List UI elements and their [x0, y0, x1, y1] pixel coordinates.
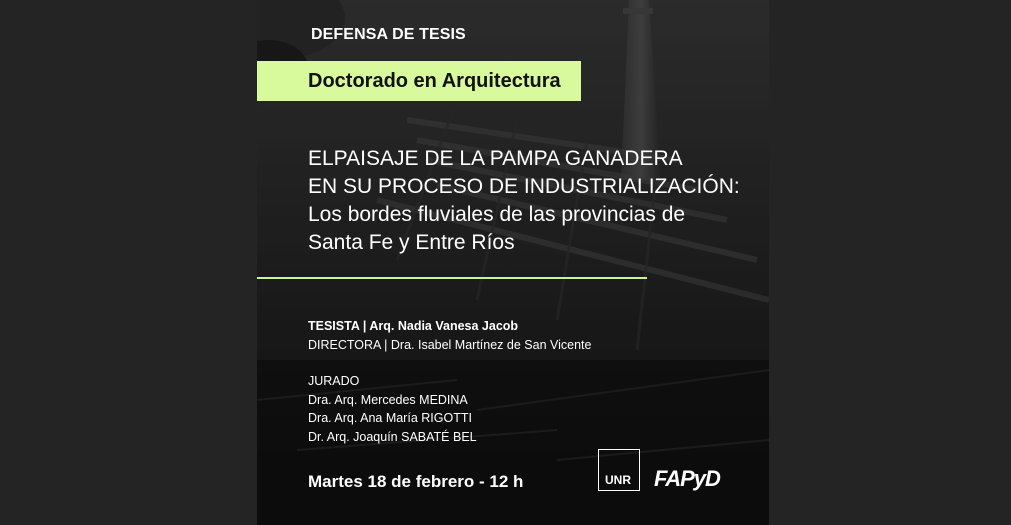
spacer	[308, 354, 591, 372]
jurado-member: Dra. Arq. Ana María RIGOTTI	[308, 411, 472, 425]
program-name: Doctorado en Arquitectura	[308, 70, 561, 92]
thesis-title-line: ELPAISAJE DE LA PAMPA GANADERA	[308, 147, 683, 170]
jurado-member: Dr. Arq. Joaquín SABATÉ BEL	[308, 429, 477, 444]
committee-info	[308, 317, 591, 446]
tesista-line: TESISTA | Arq. Nadia Vanesa Jacob	[308, 319, 519, 333]
thesis-title-line: EN SU PROCESO DE INDUSTRIALIZACIÓN:	[308, 175, 740, 198]
thesis-poster	[257, 0, 769, 525]
divider	[257, 277, 647, 279]
directora-line: DIRECTORA | Dra. Isabel Martínez de San Vicente	[308, 337, 592, 352]
thesis-title	[308, 145, 748, 257]
thesis-title-line: Los bordes fluviales de las provincias de	[308, 203, 686, 226]
jurado-label: JURADO	[308, 374, 360, 388]
event-type-label: DEFENSA DE TESIS	[311, 26, 466, 43]
event-datetime: Martes 18 de febrero - 12 h	[308, 472, 524, 491]
thesis-title-line: Santa Fe y Entre Ríos	[308, 231, 515, 254]
jurado-member: Dra. Arq. Mercedes MEDINA	[308, 392, 468, 407]
fapyd-logo: FAPyD	[654, 466, 720, 491]
unr-logo-text: UNR	[605, 473, 631, 487]
unr-logo	[598, 449, 640, 491]
